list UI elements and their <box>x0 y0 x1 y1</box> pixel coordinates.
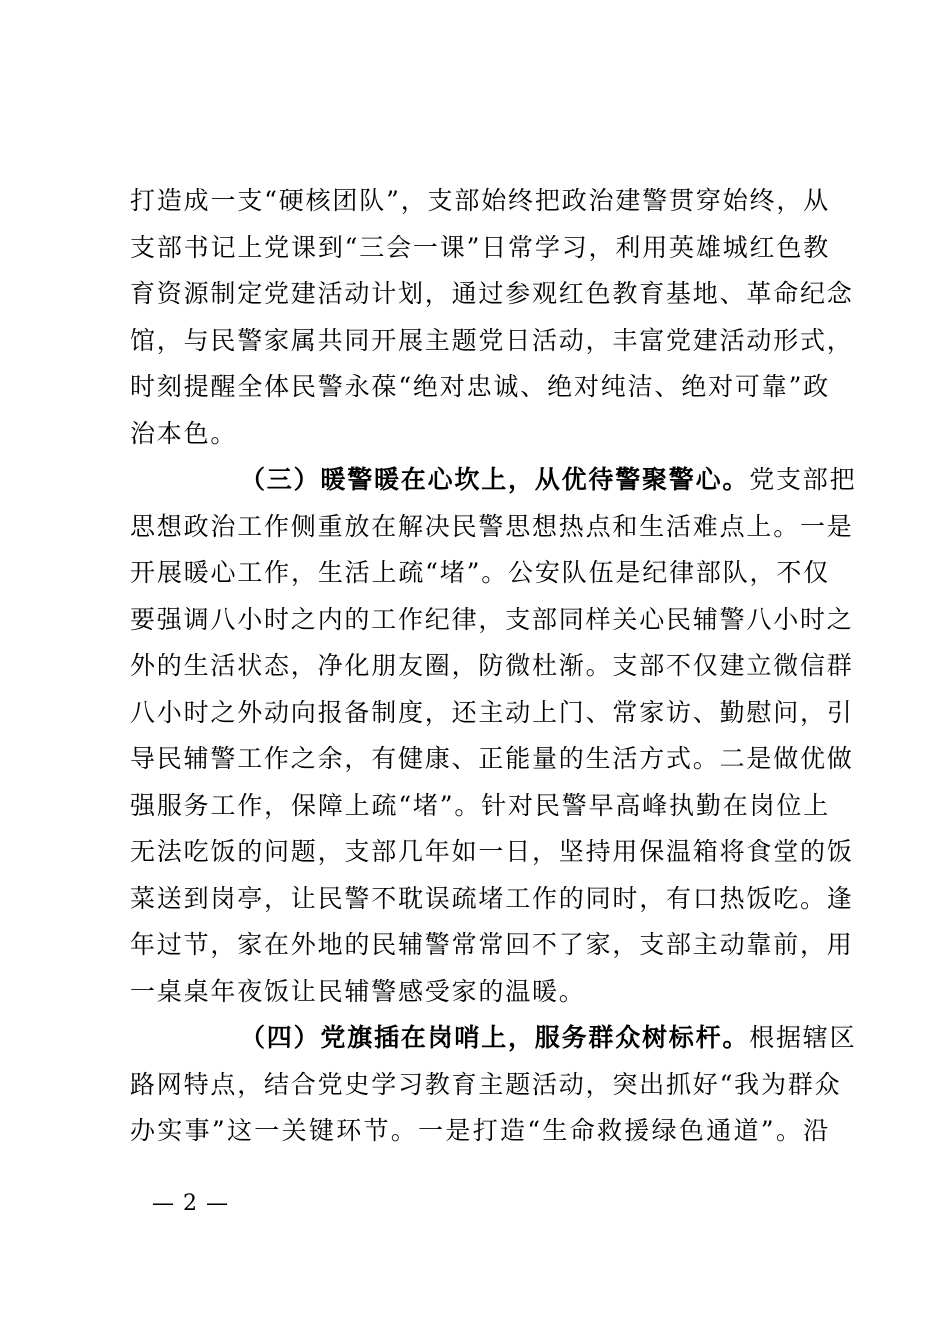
text-line: 一桌桌年夜饭让民辅警感受家的温暖。 <box>130 976 586 1006</box>
text-line: 育资源制定党建活动计划，通过参观红色教育基地、革命纪念 <box>130 279 854 308</box>
text-line: 支部书记上党课到“三会一课”日常学习，利用英雄城红色教 <box>130 232 830 262</box>
text-line: 思想政治工作侧重放在解决民警思想热点和生活难点上。一是 <box>130 511 854 541</box>
text-line: 导民辅警工作之余，有健康、正能量的生活方式。二是做优做 <box>130 744 854 773</box>
text-line: 时刻提醒全体民警永葆“绝对忠诚、绝对纯洁、绝对可靠”政 <box>130 372 830 401</box>
text-line: 办实事”这一关键环节。一是打造“生命救援绿色通道”。沿 <box>130 1116 830 1145</box>
section-3-first-line <box>130 460 857 507</box>
section-4-first-line <box>130 1018 857 1065</box>
text-line: 治本色。 <box>130 418 238 448</box>
text-line: 无法吃饭的问题，支部几年如一日，坚持用保温箱将食堂的饭 <box>130 837 854 866</box>
page-number: — 2 — <box>152 1191 229 1216</box>
section-3-heading: （三）暖警暖在心坎上，从优待警聚警心。 <box>240 465 750 494</box>
section-4-heading: （四）党旗插在岗哨上，服务群众树标杆。 <box>240 1023 750 1052</box>
text-line: 路网特点，结合党史学习教育主题活动，突出抓好“我为群众 <box>130 1069 842 1099</box>
text-line: 外的生活状态，净化朋友圈，防微杜渐。支部不仅建立微信群 <box>130 651 854 680</box>
text-line: 强服务工作，保障上疏“堵”。针对民警早高峰执勤在岗位上 <box>130 790 830 820</box>
text-line: 要强调八小时之内的工作纪律，支部同样关心民辅警八小时之 <box>130 604 854 634</box>
text-line: 八小时之外动向报备制度，还主动上门、常家访、勤慰问，引 <box>130 697 854 727</box>
text-line: 馆，与民警家属共同开展主题党日活动，丰富党建活动形式， <box>130 325 854 355</box>
body-text <box>130 181 857 1158</box>
section-3-first-line-text: 党支部把 <box>749 465 857 494</box>
section-4-first-line-text: 根据辖区 <box>749 1023 857 1052</box>
text-line: 打造成一支“硬核团队”，支部始终把政治建警贯穿始终，从 <box>130 186 830 215</box>
text-line: 年过节，家在外地的民辅警常常回不了家，支部主动靠前，用 <box>130 930 854 959</box>
text-line: 开展暖心工作，生活上疏“堵”。公安队伍是纪律部队，不仅 <box>130 558 830 587</box>
text-line: 菜送到岗亭，让民警不耽误疏堵工作的同时，有口热饭吃。逢 <box>130 883 854 913</box>
